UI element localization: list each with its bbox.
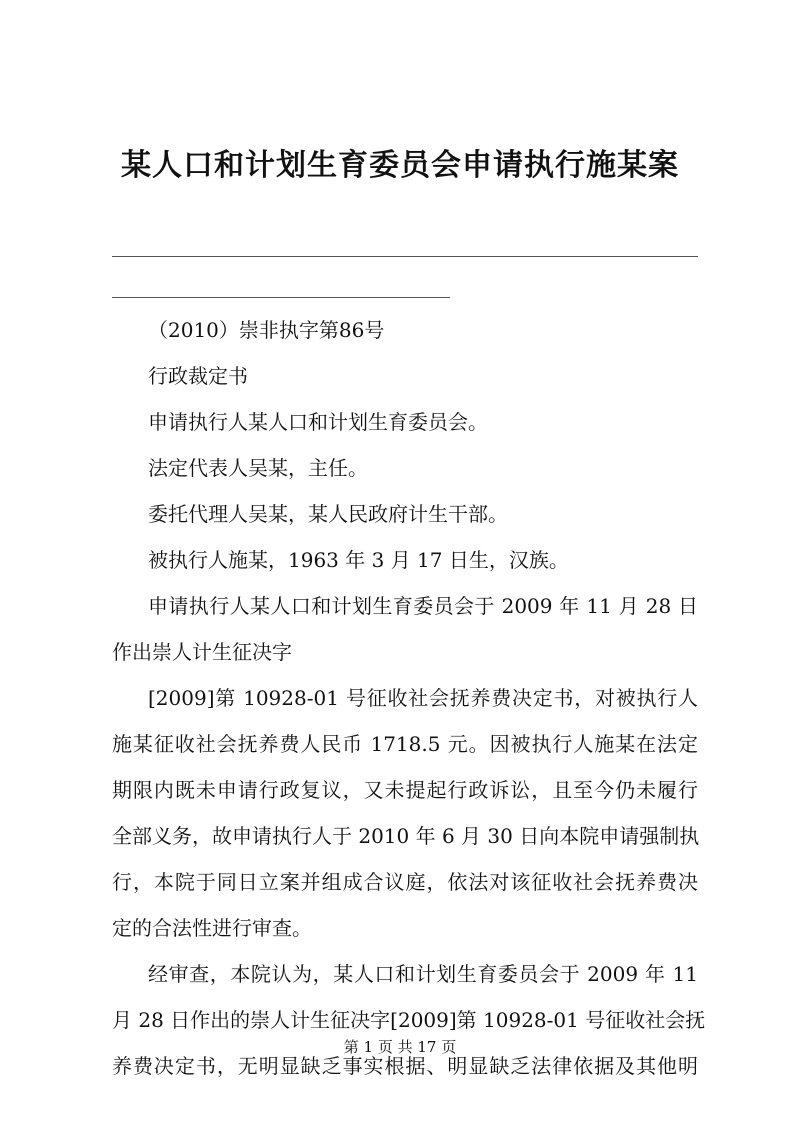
- text-line: 申请执行人某人口和计划生育委员会于 2009 年 11 月 28 日: [148, 594, 698, 618]
- text-line: 全部义务，故申请执行人于 2010 年 6 月 30 日向本院申请强制执: [112, 824, 700, 848]
- text-line: 申请执行人某人口和计划生育委员会。: [148, 410, 488, 434]
- divider-line-short: [112, 297, 450, 298]
- divider-line: [112, 256, 698, 257]
- page-footer: 第 1 页 共 17 页: [343, 1038, 457, 1056]
- text-line: 被执行人施某，1963 年 3 月 17 日生，汉族。: [148, 548, 569, 572]
- text-line: 作出崇人计生征决字: [112, 640, 292, 664]
- text-line: 期限内既未申请行政复议，又未提起行政诉讼，且至今仍未履行: [112, 778, 698, 802]
- text-line: （2010）崇非执字第86号: [148, 318, 385, 342]
- text-line: 行政裁定书: [148, 364, 248, 388]
- document-body: [112, 307, 706, 1089]
- document-title: 某人口和计划生育委员会申请执行施某案: [121, 148, 679, 183]
- text-line: 施某征收社会抚养费人民币 1718.5 元。因被执行人施某在法定: [112, 732, 698, 756]
- text-line: 定的合法性进行审查。: [112, 916, 312, 940]
- text-line: 委托代理人吴某，某人民政府计生干部。: [148, 502, 508, 526]
- text-line: 经审查，本院认为，某人口和计划生育委员会于 2009 年 11: [148, 962, 698, 986]
- text-line: 养费决定书，无明显缺乏事实根据、明显缺乏法律依据及其他明: [112, 1054, 698, 1078]
- text-line: 法定代表人吴某，主任。: [148, 456, 368, 480]
- text-line: 行，本院于同日立案并组成合议庭，依法对该征收社会抚养费决: [112, 870, 698, 894]
- text-line: [2009]第 10928-01 号征收社会抚养费决定书，对被执行人: [148, 686, 698, 710]
- text-line: 月 28 日作出的崇人计生征决字[2009]第 10928-01 号征收社会抚: [112, 1008, 706, 1032]
